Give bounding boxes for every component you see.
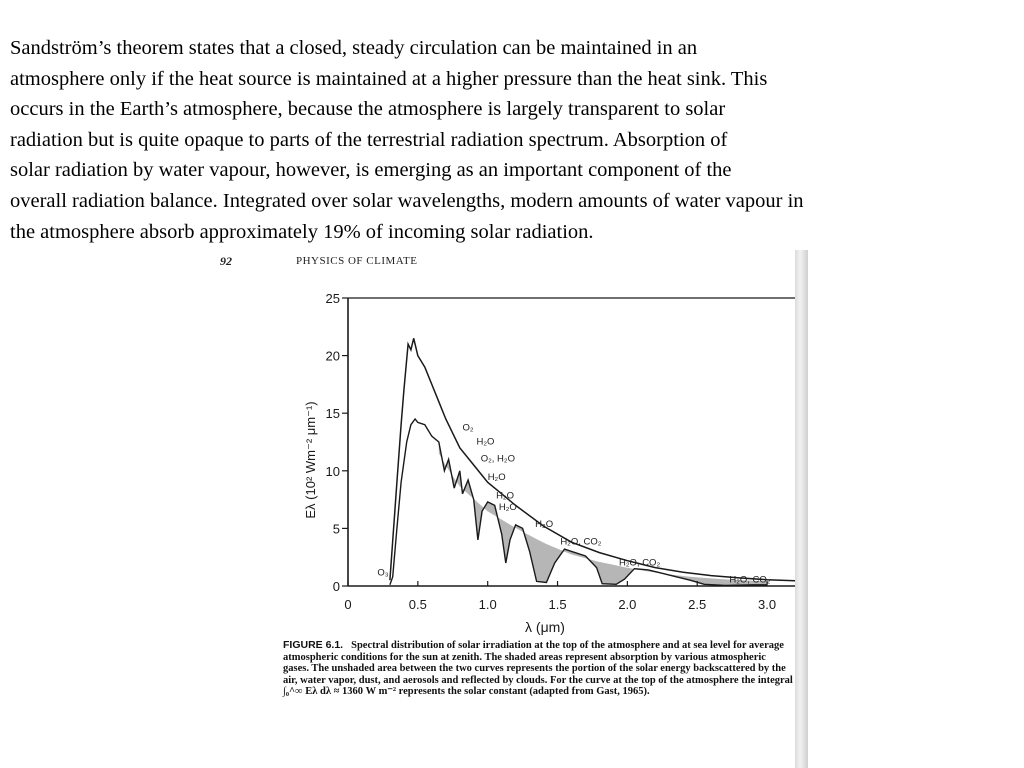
absorption-label: H₂O, CO₂ [618, 557, 661, 569]
x-tick-label: 3.0 [758, 597, 777, 612]
sea-level-curve [390, 419, 767, 585]
running-head: PHYSICS OF CLIMATE [296, 255, 418, 267]
page-number: 92 [220, 254, 232, 268]
y-tick-label: 15 [325, 406, 340, 422]
figure-caption [283, 640, 793, 698]
chart-plot-area [326, 291, 795, 612]
absorption-label: H₂O [487, 472, 506, 484]
intro-paragraph: Sandström’s theorem states that a closed, steady circulation can be maintained in an atmosphere only if the heat source is maintained at a higher pressure than the heat sink. This occurs in the Earth’s atmosphere, because the atmosphere is largely transparent to solar radiation but is quite opaque to parts of the terrestrial radiation spectrum. Absorption of solar radiation by water vapour, however, is emerging as an important component of the overall radiation balance. Integrated over solar wavelengths, modern amounts of water vapour in the atmosphere absorb approximately 19% of incoming solar radiation. [10, 37, 804, 243]
y-tick-label: 10 [325, 463, 340, 479]
x-tick-label: 0 [344, 597, 352, 612]
scan-page-edge [795, 250, 808, 768]
y-tick-label: 20 [325, 348, 340, 364]
absorption-label: H₂O, CO₂ [560, 536, 602, 548]
y-tick-label: 0 [332, 579, 340, 594]
absorption-label: H₂O, CO₂ [729, 574, 771, 586]
y-axis-label: Eλ (10² Wm⁻² μm⁻¹) [303, 401, 318, 519]
x-tick-label: 1.0 [478, 597, 497, 612]
x-tick-label: 0.5 [408, 597, 427, 612]
absorption-label: H₂O [535, 519, 554, 531]
y-tick-label: 25 [325, 291, 340, 306]
absorption-label: H₂O [476, 436, 495, 448]
absorption-label: H₂O [496, 490, 515, 502]
solar-spectrum-chart [205, 250, 795, 635]
x-tick-label: 2.5 [688, 597, 707, 612]
figure-caption-text: Spectral distribution of solar irradiation at the top of the atmosphere and at sea level for average atmospheric conditions for the sun at zenith. The shaded areas represent absorption by various atmospheric gases. The unshaded area between the two curves represents the portion of the solar energy backscattered by the air, water vapor, dust, and aerosols and reflected by clouds. For the curve at the top of the atmosphere the integral ∫₀^∞ Eλ dλ ≈ 1360 W m⁻² represents the solar constant (adapted from Gast, 1965). [283, 640, 793, 698]
y-tick-label: 5 [332, 521, 340, 537]
absorption-label: O₂ [462, 422, 474, 434]
figure-label: FIGURE 6.1. [283, 639, 344, 651]
absorption-label: O₂, H₂O [480, 453, 515, 465]
absorption-label: O₃ [377, 567, 389, 579]
x-axis-label: λ (μm) [525, 619, 565, 635]
x-tick-label: 1.5 [548, 597, 567, 612]
absorption-label: H₂O [498, 501, 517, 513]
x-tick-label: 2.0 [618, 597, 637, 612]
